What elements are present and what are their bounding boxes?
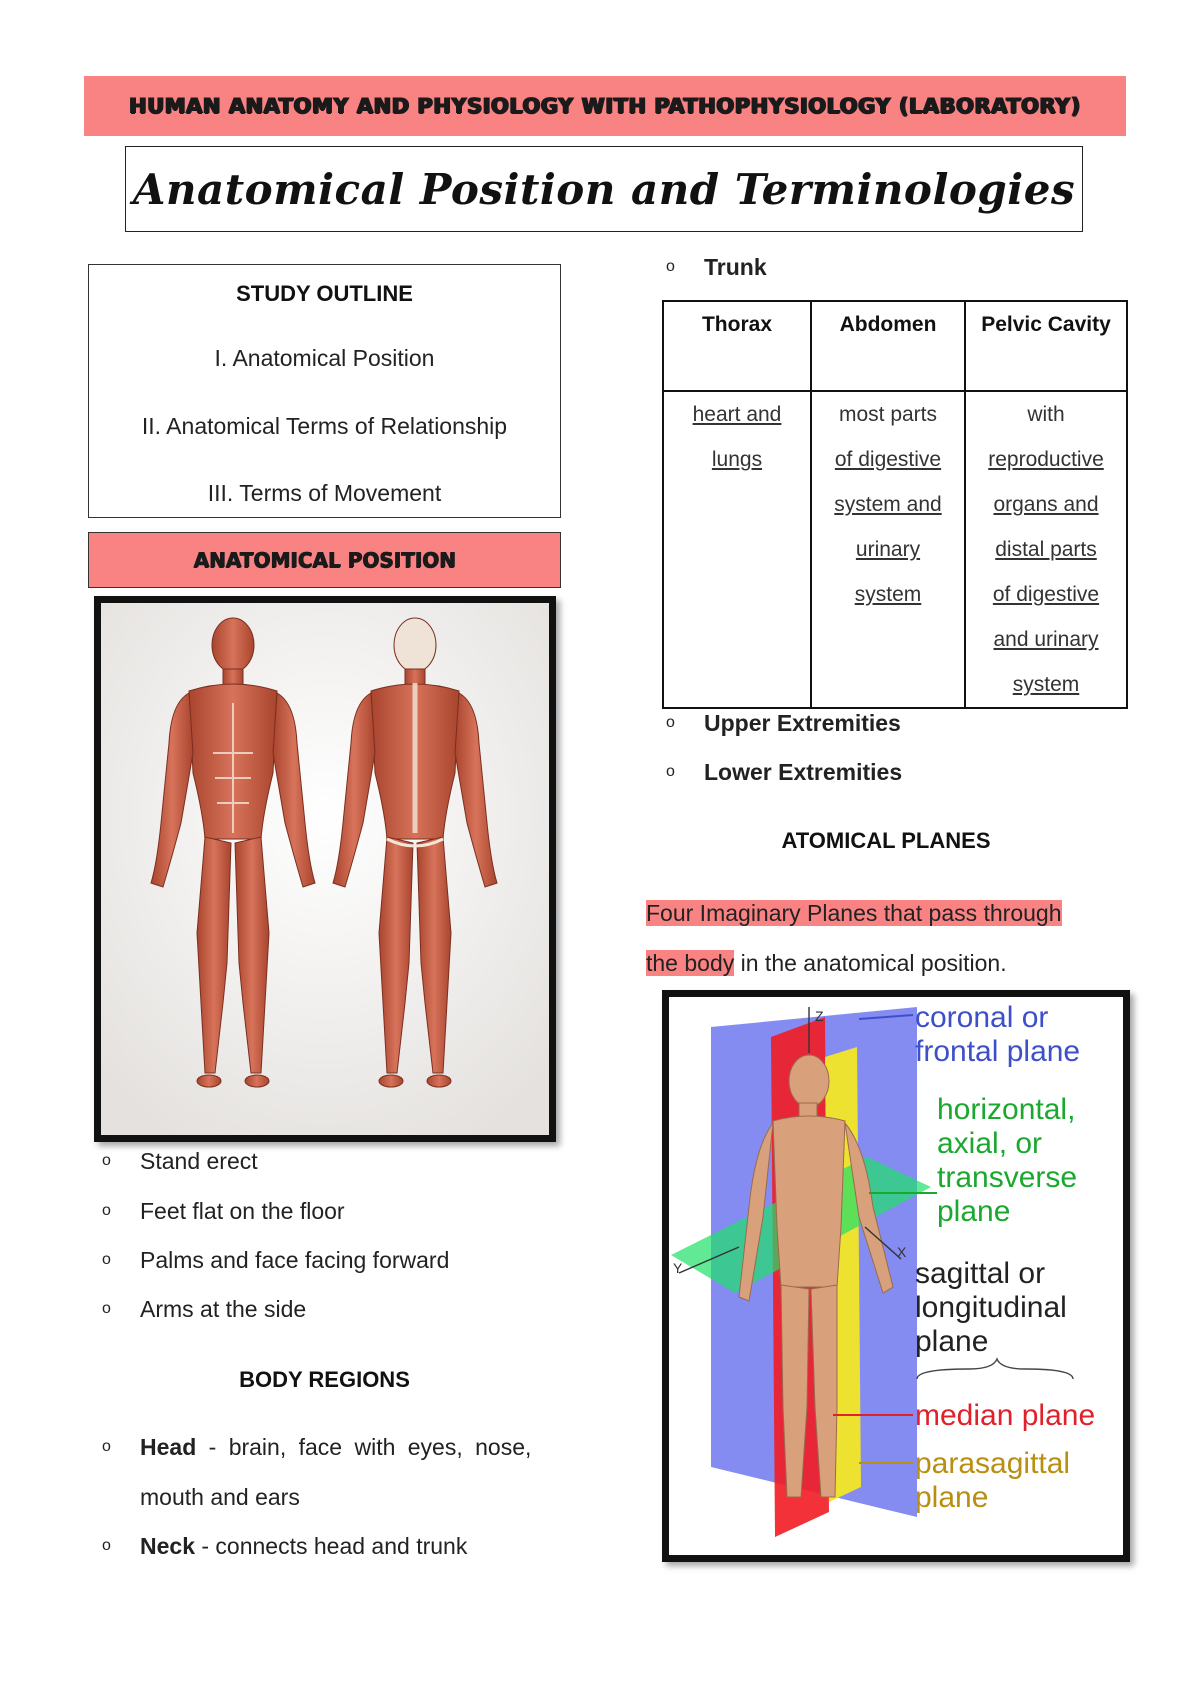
axis-x-label: X bbox=[897, 1244, 907, 1260]
list-item-neck: o Neck - connects head and trunk bbox=[102, 1533, 468, 1559]
paragraph-text: in the anatomical position. bbox=[734, 950, 1007, 976]
list-item-head-cont: mouth and ears bbox=[140, 1484, 300, 1510]
axis-z-label: Z bbox=[815, 1008, 824, 1024]
outline-item: III. Terms of Movement bbox=[207, 480, 442, 506]
trunk-table bbox=[662, 300, 1128, 709]
muscle-anatomy-image bbox=[94, 596, 556, 1142]
table-header-text: Pelvic Cavity bbox=[981, 313, 1111, 336]
section-banner bbox=[88, 532, 561, 588]
table-cell-thorax bbox=[663, 391, 811, 708]
muscle-anatomy-illustration bbox=[101, 603, 549, 1135]
table-header: Abdomen bbox=[811, 301, 965, 391]
highlight-text: Four Imaginary Planes that pass through bbox=[646, 900, 1062, 926]
anatomical-planes-image bbox=[662, 990, 1130, 1562]
table-cell-abdomen bbox=[811, 391, 965, 708]
cell-line: most parts bbox=[838, 403, 938, 426]
plane-labels bbox=[915, 1001, 1095, 1514]
outline-item: I. Anatomical Position bbox=[214, 345, 435, 371]
axis-y-label: Y bbox=[673, 1260, 683, 1276]
cell-line: system bbox=[1012, 673, 1080, 696]
table-header-row bbox=[663, 301, 1127, 391]
sagittal-label-3: plane bbox=[915, 1325, 989, 1358]
section-title: ANATOMICAL POSITION bbox=[193, 548, 456, 572]
parasagittal-label-1: parasagittal bbox=[915, 1447, 1071, 1480]
list-item: o Feet flat on the floor bbox=[102, 1198, 345, 1224]
parasagittal-label-2: plane bbox=[915, 1481, 989, 1514]
cell-line: system bbox=[854, 583, 922, 606]
horizontal-label-3: transverse bbox=[937, 1161, 1078, 1194]
sagittal-label-1: sagittal or bbox=[915, 1257, 1046, 1290]
page-title: Anatomical Position and Terminologies bbox=[132, 164, 1076, 214]
body-regions-heading: BODY REGIONS bbox=[239, 1367, 410, 1392]
study-outline bbox=[88, 264, 561, 518]
table-header: Thorax bbox=[663, 301, 811, 391]
horizontal-label-1: horizontal, bbox=[937, 1093, 1076, 1126]
page-title-box bbox=[125, 146, 1083, 232]
planes-heading: ATOMICAL PLANES bbox=[781, 828, 991, 853]
list-item: o Palms and face facing forward bbox=[102, 1247, 450, 1273]
table-cell-pelvic bbox=[965, 391, 1127, 708]
list-item: o Stand erect bbox=[102, 1148, 258, 1174]
cell-line: with bbox=[1027, 403, 1065, 426]
cell-line: and urinary bbox=[993, 628, 1099, 651]
horizontal-label-4: plane bbox=[937, 1195, 1011, 1228]
list-item-trunk: o Trunk bbox=[666, 254, 767, 280]
sagittal-label-2: longitudinal bbox=[915, 1291, 1067, 1324]
cell-line: of digestive bbox=[992, 583, 1100, 606]
cell-line: reproductive bbox=[988, 448, 1104, 471]
list-item: o Arms at the side bbox=[102, 1296, 307, 1322]
horizontal-label-2: axial, or bbox=[937, 1127, 1043, 1160]
cell-line: organs and bbox=[993, 493, 1099, 516]
table-header bbox=[965, 301, 1127, 391]
outline-heading: STUDY OUTLINE bbox=[236, 281, 413, 306]
planes-paragraph bbox=[646, 888, 1126, 988]
cell-line: distal parts bbox=[995, 538, 1097, 561]
median-label: median plane bbox=[915, 1399, 1096, 1432]
outline-item: II. Anatomical Terms of Relationship bbox=[141, 413, 508, 439]
list-item-lower: o Lower Extremities bbox=[666, 759, 903, 785]
planes-diagram bbox=[669, 997, 1123, 1555]
cell-line: heart and bbox=[692, 403, 782, 426]
cell-line: of digestive bbox=[834, 448, 942, 471]
list-item-upper: o Upper Extremities bbox=[666, 710, 901, 736]
course-banner bbox=[84, 76, 1126, 136]
table-row bbox=[663, 391, 1127, 708]
course-title: HUMAN ANATOMY AND PHYSIOLOGY WITH PATHOPHYSIOLOGY (LABORATORY) bbox=[129, 94, 1081, 118]
highlight-text: the body bbox=[646, 950, 735, 976]
coronal-label-2: frontal plane bbox=[915, 1035, 1081, 1068]
neck-description: - connects head and trunk bbox=[194, 1533, 468, 1559]
list-item-head: o Head - brain, face with eyes, nose, bbox=[102, 1434, 532, 1460]
cell-line: urinary bbox=[855, 538, 921, 561]
cell-line: lungs bbox=[711, 448, 763, 471]
neck-term: Neck bbox=[140, 1533, 195, 1559]
head-description: - brain, face with eyes, nose, bbox=[196, 1434, 532, 1460]
coronal-label-1: coronal or bbox=[915, 1001, 1049, 1034]
cell-line: system and bbox=[834, 493, 942, 516]
head-term: Head bbox=[140, 1434, 197, 1460]
